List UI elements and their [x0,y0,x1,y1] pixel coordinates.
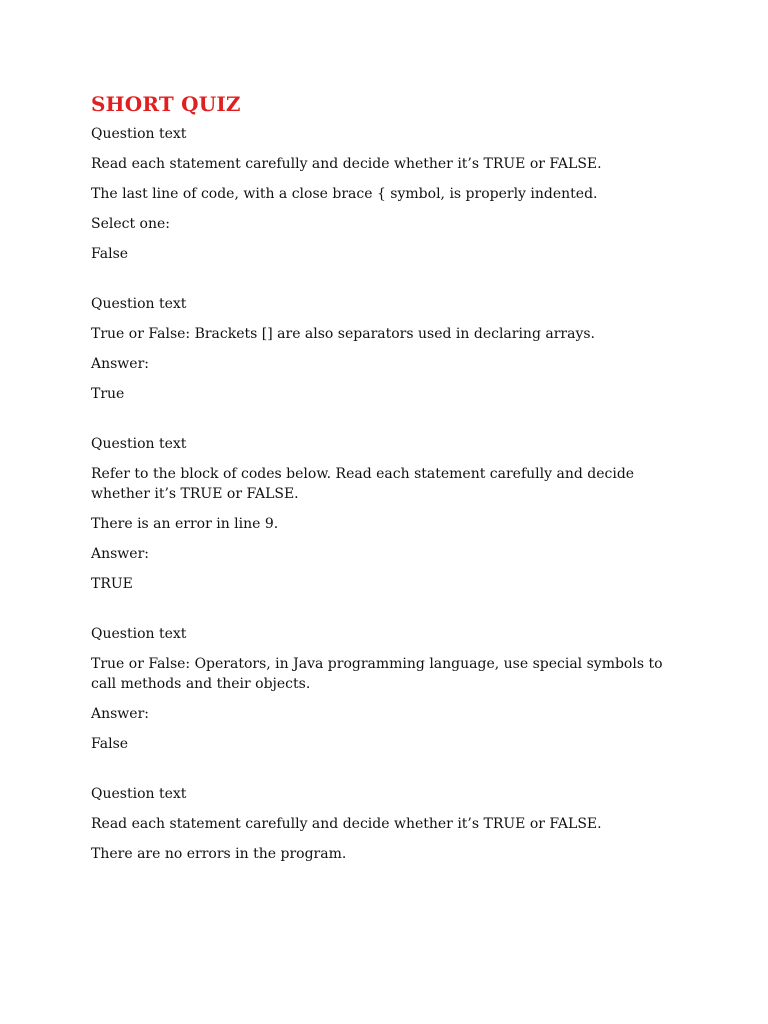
instruction-text: Read each statement carefully and decide whether it’s TRUE or FALSE. [91,156,602,172]
statement-text: There are no errors in the program. [91,846,347,862]
question-label: Question text [91,626,187,642]
page-title: SHORT QUIZ [91,92,241,116]
answer-value: False [91,246,129,262]
statement-text: True or False: Brackets [] are also separators used in declaring arrays. [91,326,595,342]
instruction-text: Refer to the block of codes below. Read each statement carefully and decide whether it’s TRUE or FALSE. [91,466,635,502]
question-label: Question text [91,296,187,312]
prompt-label: Answer: [91,356,149,372]
prompt-label: Select one: [91,216,171,232]
question-block-5 [91,784,681,864]
prompt-label: Answer: [91,706,149,722]
question-label: Question text [91,786,187,802]
answer-value: True [91,386,125,402]
statement-text: True or False: Operators, in Java programming language, use special symbols to call methods and their objects. [91,656,663,692]
answer-value: False [91,736,129,752]
answer-value: TRUE [91,576,133,592]
prompt-label: Answer: [91,546,149,562]
question-block-2 [91,294,681,404]
question-label: Question text [91,126,187,142]
instruction-text: Read each statement carefully and decide whether it’s TRUE or FALSE. [91,816,602,832]
document-content [91,90,681,874]
statement-text: The last line of code, with a close brace { symbol, is properly indented. [91,186,598,202]
statement-text: There is an error in line 9. [91,516,279,532]
question-label: Question text [91,436,187,452]
question-block-3 [91,434,681,594]
question-block-1 [91,124,681,264]
question-block-4 [91,624,681,754]
